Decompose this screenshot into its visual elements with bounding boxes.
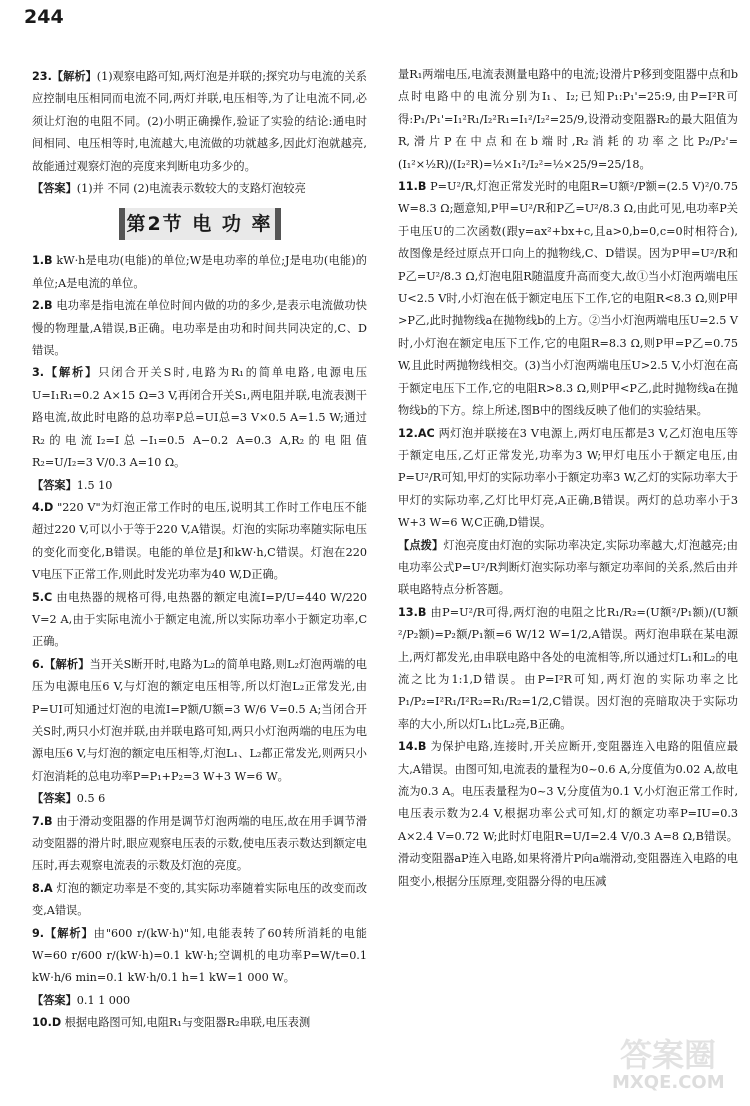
right-column — [398, 64, 738, 893]
answer-item — [32, 923, 367, 990]
section-title: 第2节 电 功 率 — [119, 208, 281, 240]
item-number: 12.AC — [398, 426, 435, 440]
item-number: 4.D — [32, 500, 54, 514]
watermark-site: MXQE.COM — [612, 1072, 725, 1093]
item-tag: 【解析】 — [44, 926, 94, 940]
answer-item — [398, 64, 738, 176]
item-tag: 【答案】 — [32, 478, 77, 492]
item-number: 2.B — [32, 299, 53, 313]
item-text: 量R₁两端电压,电流表测量电路中的电流;设滑片P移到变阻器中点和b点时电路中的电流分别为I₁、I₂;已知P₁:P₁'=25:9,由P=I²R可得:P₁/P₁'=I₁²R₁/I₂²R₁=I₁²/I₂²=25/9,设滑动变阻器R₂的最大阻值为R,滑片P在中点和在b端时,R₂消耗的功率之比P₂/P₂'=(I₁²×½R)/(I₂²R)=½×I₁²/I₂²=½×25/9=25/18。 — [398, 68, 738, 171]
item-text: 0.5 6 — [76, 792, 106, 806]
item-number: 7.B — [32, 814, 53, 828]
item-text: 由电热器的规格可得,电热器的额定电流I=P/U=440 W/220 V=2 A,由于实际电流小于额定电流,所以实际功率小于额定功率,C正确。 — [32, 590, 368, 649]
answer-item — [32, 362, 367, 474]
answer-item — [32, 178, 367, 200]
answer-item — [32, 788, 367, 810]
answer-item — [398, 535, 738, 602]
answer-item — [32, 654, 367, 788]
left-column — [32, 66, 367, 1035]
item-number: 8.A — [32, 881, 53, 895]
item-text: "220 V"为灯泡正常工作时的电压,说明其工作时工作电压不能超过220 V,可以小于等于220 V,A错误。灯泡的实际功率随实际电压的变化而变化,B错误。电能的单位是J和kW·h,C错误。灯泡在220 V电压下正常工作,则此时发光功率为40 W,D正确。 — [32, 500, 367, 582]
item-text: 由P=U²/R可得,两灯泡的电阻之比R₁/R₂=(U额²/P₁额)/(U额²/P₂额)=P₂额/P₁额=6 W/12 W=1/2,A错误。两灯泡串联在某电源上,两灯都发光,由串联电路中各处的电流相等,所以通过灯L₁和L₂的电流之比为1:1,D错误。由P=I²R可知,两灯泡的实际功率之比P₁/P₂=I²R₁/I²R₂=R₁/R₂=1/2,C错误。因灯泡的亮暗取决于实际功率的大小,所以灯L₁比L₂亮,B正确。 — [398, 605, 739, 731]
item-number: 1.B — [32, 254, 53, 268]
item-tag: 【解析】 — [51, 70, 97, 83]
item-text: 由"600 r/(kW·h)"知,电能表转了60转所消耗的电能W=60 r/600 r/(kW·h)=0.1 kW·h;空调机的电功率P=W/t=0.1 kW·h/6 min=0.1 kW·h/0.1 h=1 kW=1 000 W。 — [32, 926, 367, 985]
item-text: 0.1 1 000 — [76, 993, 131, 1007]
answer-item — [32, 295, 367, 362]
answer-item — [32, 497, 367, 587]
answer-block-main — [32, 250, 367, 1034]
item-number: 3. — [32, 366, 45, 380]
item-text: 由于滑动变阻器的作用是调节灯泡两端的电压,故在用手调节滑动变阻器的滑片时,眼应观察电压表的示数,使电压表示数达到额定电压时,再去观察电流表的示数及灯泡的亮度。 — [32, 814, 367, 873]
watermark — [590, 1028, 740, 1098]
item-text: kW·h是电功(电能)的单位;W是电功率的单位;J是电功(电能)的单位;A是电流的单位。 — [32, 254, 367, 290]
item-text: 当开关S断开时,电路为L₂的简单电路,则L₂灯泡两端的电压为电源电压6 V,与灯泡的额定电压相等,所以灯泡L₂正常发光,由P=UI可知通过灯泡的电流I=P额/U额=3 W/6 V=0.5 A;当闭合开关S时,两只小灯泡并联,由并联电路可知,两只小灯泡两端的电压为电源电压6 V,与灯泡的额定电压相等,灯泡L₁、L₂都正常发光,则两只小灯泡消耗的总电功率P=P₁+P₂=3 W+3 W=6 W。 — [32, 657, 367, 783]
answer-item — [32, 878, 367, 923]
answer-item — [32, 475, 367, 497]
item-number: 5.C — [32, 590, 53, 604]
item-tag: 【答案】 — [32, 993, 77, 1007]
item-text: 1.5 10 — [76, 478, 113, 492]
item-tag: 【解析】 — [44, 657, 90, 671]
answer-item — [32, 811, 367, 878]
answer-item — [398, 176, 738, 422]
page-number: 244 — [24, 6, 64, 28]
item-text: 为保护电路,连接时,开关应断开,变阻器连入电路的阻值应最大,A错误。由图可知,电流表的量程为0~0.6 A,分度值为0.02 A,故电流为0.3 A。电压表量程为0~3 V,分度值为0.1 V,小灯泡正常工作时,电压表示数为2.4 V,根据功率公式可知,灯的额定功率P=IU=0.3 A×2.4 V=0.72 W;此时灯电阻R=U/I=2.4 V/0.3 A=8 Ω,B错误。滑动变阻器aP连入电路,如果将滑片P向a端滑动,变阻器连入电路的电阻变小,根据分压原理,变阻器分得的电压减 — [398, 740, 739, 888]
answer-item — [398, 602, 738, 736]
answer-item — [32, 66, 367, 178]
item-tag: 【答案】 — [32, 792, 77, 806]
item-text: P=U²/R,灯泡正常发光时的电阻R=U额²/P额=(2.5 V)²/0.75 W=8.3 Ω;题意知,P甲=U²/R和P乙=U²/8.3 Ω,由此可见,电功率P关于电压U的二次函数(跟y=ax²+bx+c,且a>0,b=0,c=0时相符合),故图像是经过原点开口向上的抛物线,C、D错误。因为P甲=U²/R和P乙=U²/8.3 Ω,灯泡电阻R随温度升高而变大,故①当小灯泡两端电压U<2.5 V时,小灯泡在低于额定电压下工作,它的电阻R<8.3 Ω,则P甲>P乙,此时抛物线a在抛物线b的上方。②当小灯泡两端电压U=2.5 V时,小灯泡在额定电压下工作,它的电阻R=8.3 Ω,则P甲=P乙=0.75 W,且此时两抛物线相交。(3)当小灯泡两端电压U>2.5 V,小灯泡在高于额定电压下工作,它的电阻R>8.3 Ω,则P甲<P乙,此时抛物线a在抛物线b的下方。综上所述,图B中的图线反映了他们的实验结果。 — [398, 180, 738, 418]
item-tag: 【解析】 — [44, 366, 99, 380]
item-number: 10.D — [32, 1016, 62, 1030]
item-number: 11.B — [398, 180, 427, 194]
item-tag: 【答案】 — [32, 182, 77, 196]
answer-item — [32, 250, 367, 295]
answer-item — [32, 1012, 367, 1034]
answer-item — [398, 736, 738, 893]
item-number: 13.B — [398, 605, 427, 619]
item-text: 电功率是指电流在单位时间内做的功的多少,是表示电流做功快慢的物理量,A错误,B正确。电功率是由功和时间共同决定的,C、D错误。 — [32, 299, 367, 358]
item-text: 灯泡亮度由灯泡的实际功率决定,实际功率越大,灯泡越亮;由电功率公式P=U²/R判断灯泡实际功率与额定功率间的关系,然后由并联电路特点分析答题。 — [398, 538, 738, 597]
item-number: 14.B — [398, 740, 427, 754]
item-text: (1)并 不同 (2)电流表示数较大的支路灯泡较亮 — [76, 182, 306, 196]
item-number: 9. — [32, 926, 45, 940]
answer-block-top — [32, 66, 367, 200]
item-tag: 【点拨】 — [398, 538, 444, 552]
item-number: 23. — [32, 70, 52, 83]
answer-item — [32, 990, 367, 1012]
item-number: 6. — [32, 657, 45, 671]
item-text: 根据电路图可知,电阻R₁与变阻器R₂串联,电压表测 — [64, 1016, 311, 1030]
answer-item — [398, 423, 738, 535]
item-text: (1)观察电路可知,两灯泡是并联的;探究功与电流的关系应控制电压相同而电流不同,两灯并联,电压相等,为了让电流不同,必须让灯泡的电阻不同。(2)小明正确操作,验证了实验的结论:通电时间相同、电压相等时,电流越大,电流做的功就越多,因此灯泡就越亮,故能通过观察灯泡的亮度来判断电功多少的。 — [32, 70, 367, 173]
item-text: 两灯泡并联接在3 V电源上,两灯电压都是3 V,乙灯泡电压等于额定电压,乙灯正常发光,功率为3 W;甲灯电压小于额定电压,由P=U²/R可知,甲灯的实际功率小于额定功率3 W,乙灯的实际功率大于甲灯的实际功率,乙灯比甲灯亮,A正确,B错误。两灯的总功率小于3 W+3 W=6 W,C正确,D错误。 — [398, 426, 738, 530]
watermark-logo: 答案圈 — [620, 1036, 717, 1074]
item-text: 只闭合开关S时,电路为R₁的简单电路,电源电压U=I₁R₁=0.2 A×15 Ω=3 V,再闭合开关S₁,两电阻并联,电流表测干路电流,故此时电路的总功率P总=UI总=3 V×0.5 A=1.5 W;通过R₂的电流I₂=I总−I₁=0.5 A−0.2 A=0.3 A,R₂的电阻值R₂=U/I₂=3 V/0.3 A=10 Ω。 — [32, 366, 367, 470]
item-text: 灯泡的额定功率是不变的,其实际功率随着实际电压的改变而改变,A错误。 — [32, 881, 368, 918]
answer-item — [32, 587, 367, 654]
